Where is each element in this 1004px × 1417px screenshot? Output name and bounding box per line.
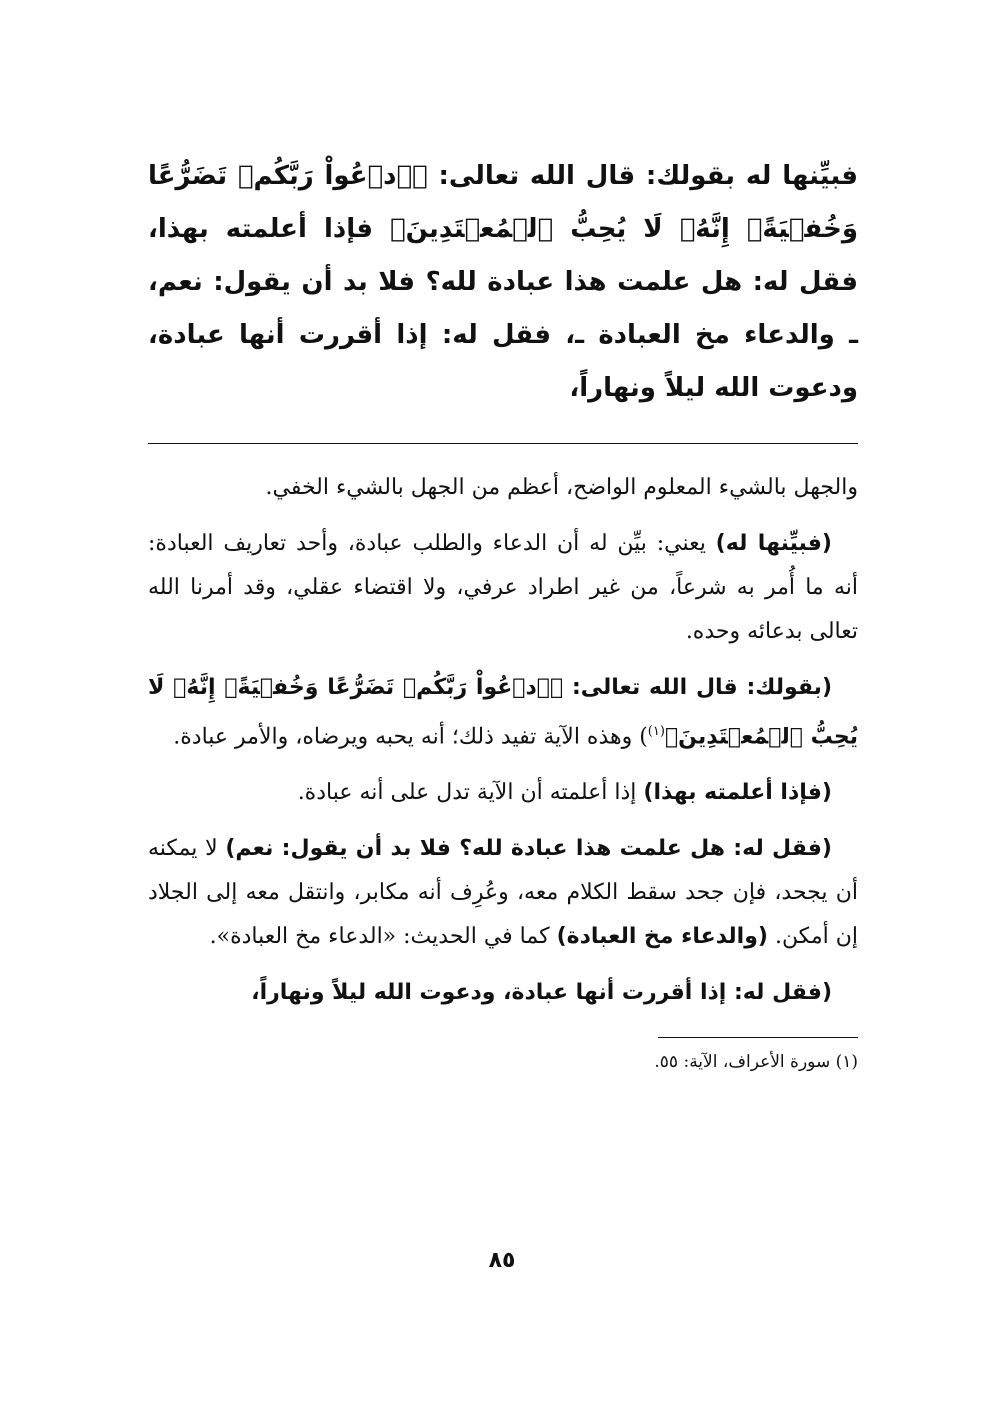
quoted-phrase-5: (فقل له: هل علمت هذا عبادة لله؟ فلا بد أن يقول: نعم) (225, 836, 832, 862)
commentary (148, 466, 858, 1015)
quoted-phrase-6: (فقل له: إذا أقررت أنها عبادة، ودعوت الله ليلاً ونهاراً، (251, 980, 832, 1006)
commentary-text-3: ) وهذه الآية تفيد ذلك؛ أنه يحبه ويرضاه، والأمر عبادة. (173, 724, 648, 750)
section-divider (148, 443, 858, 444)
page-number: ٨٥ (488, 1248, 516, 1273)
commentary-paragraph-6 (148, 971, 858, 1015)
commentary-paragraph-5 (148, 827, 858, 959)
quoted-phrase-3: (بقولك: قال الله تعالى: ﴿ٱدۡعُواْ رَبَّكُمۡ تَضَرُّعًا وَخُفۡيَةًۚ إِنَّهُۥ لَا يُحِبُّ ٱلۡمُعۡتَدِينَ﴾ (148, 675, 858, 750)
quoted-phrase-4: (فإذا أعلمته بهذا) (643, 780, 832, 806)
quoted-phrase-5b: (والدعاء مخ العبادة) (556, 924, 768, 950)
commentary-text-4: إذا أعلمته أن الآية تدل على أنه عبادة. (297, 780, 644, 806)
commentary-paragraph-4 (148, 771, 858, 815)
footnote-divider (658, 1037, 858, 1038)
main-text: فبيِّنها له بقولك: قال الله تعالى: ﴿ٱدۡعُواْ رَبَّكُمۡ تَضَرُّعًا وَخُفۡيَةًۚ إِنَّهُۥ لَا يُحِبُّ ٱلۡمُعۡتَدِينَ﴾ فإذا أعلمته بهذا، فقل له: هل علمت هذا عبادة لله؟ فلا بد أن يقول: نعم، ـ والدعاء مخ العبادة ـ، فقل له: إذا أقررت أنها عبادة، ودعوت الله ليلاً ونهاراً، (148, 161, 858, 403)
commentary-paragraph-3 (148, 666, 858, 759)
footnote-reference: (١) (647, 724, 665, 739)
commentary-paragraph-2 (148, 522, 858, 654)
page-content (148, 140, 858, 1076)
commentary-text-2: يعني: بيِّن له أن الدعاء والطلب عبادة، وأحد تعاريف العبادة: أنه ما أُمر به شرعاً، من غير اطراد عرفي، ولا اقتضاء عقلي، وقد أمرنا الله تعالى بدعائه وحده. (148, 531, 858, 644)
footnote: (١) سورة الأعراف، الآية: ٥٥. (654, 1052, 858, 1073)
quoted-phrase-2: (فبيِّنها له) (715, 531, 832, 556)
commentary-text-1: والجهل بالشيء المعلوم الواضح، أعظم من الجهل بالشيء الخفي. (265, 475, 858, 500)
commentary-text-5b: كما في الحديث: «الدعاء مخ العبادة». (209, 924, 557, 950)
commentary-paragraph-1 (148, 466, 858, 510)
commentary-text-5: لا يمكنه أن يجحد، فإن جحد سقط الكلام معه، وعُرِف أنه مكابر، وانتقل معه إلى الجلاد إن أمكن. (148, 836, 858, 950)
